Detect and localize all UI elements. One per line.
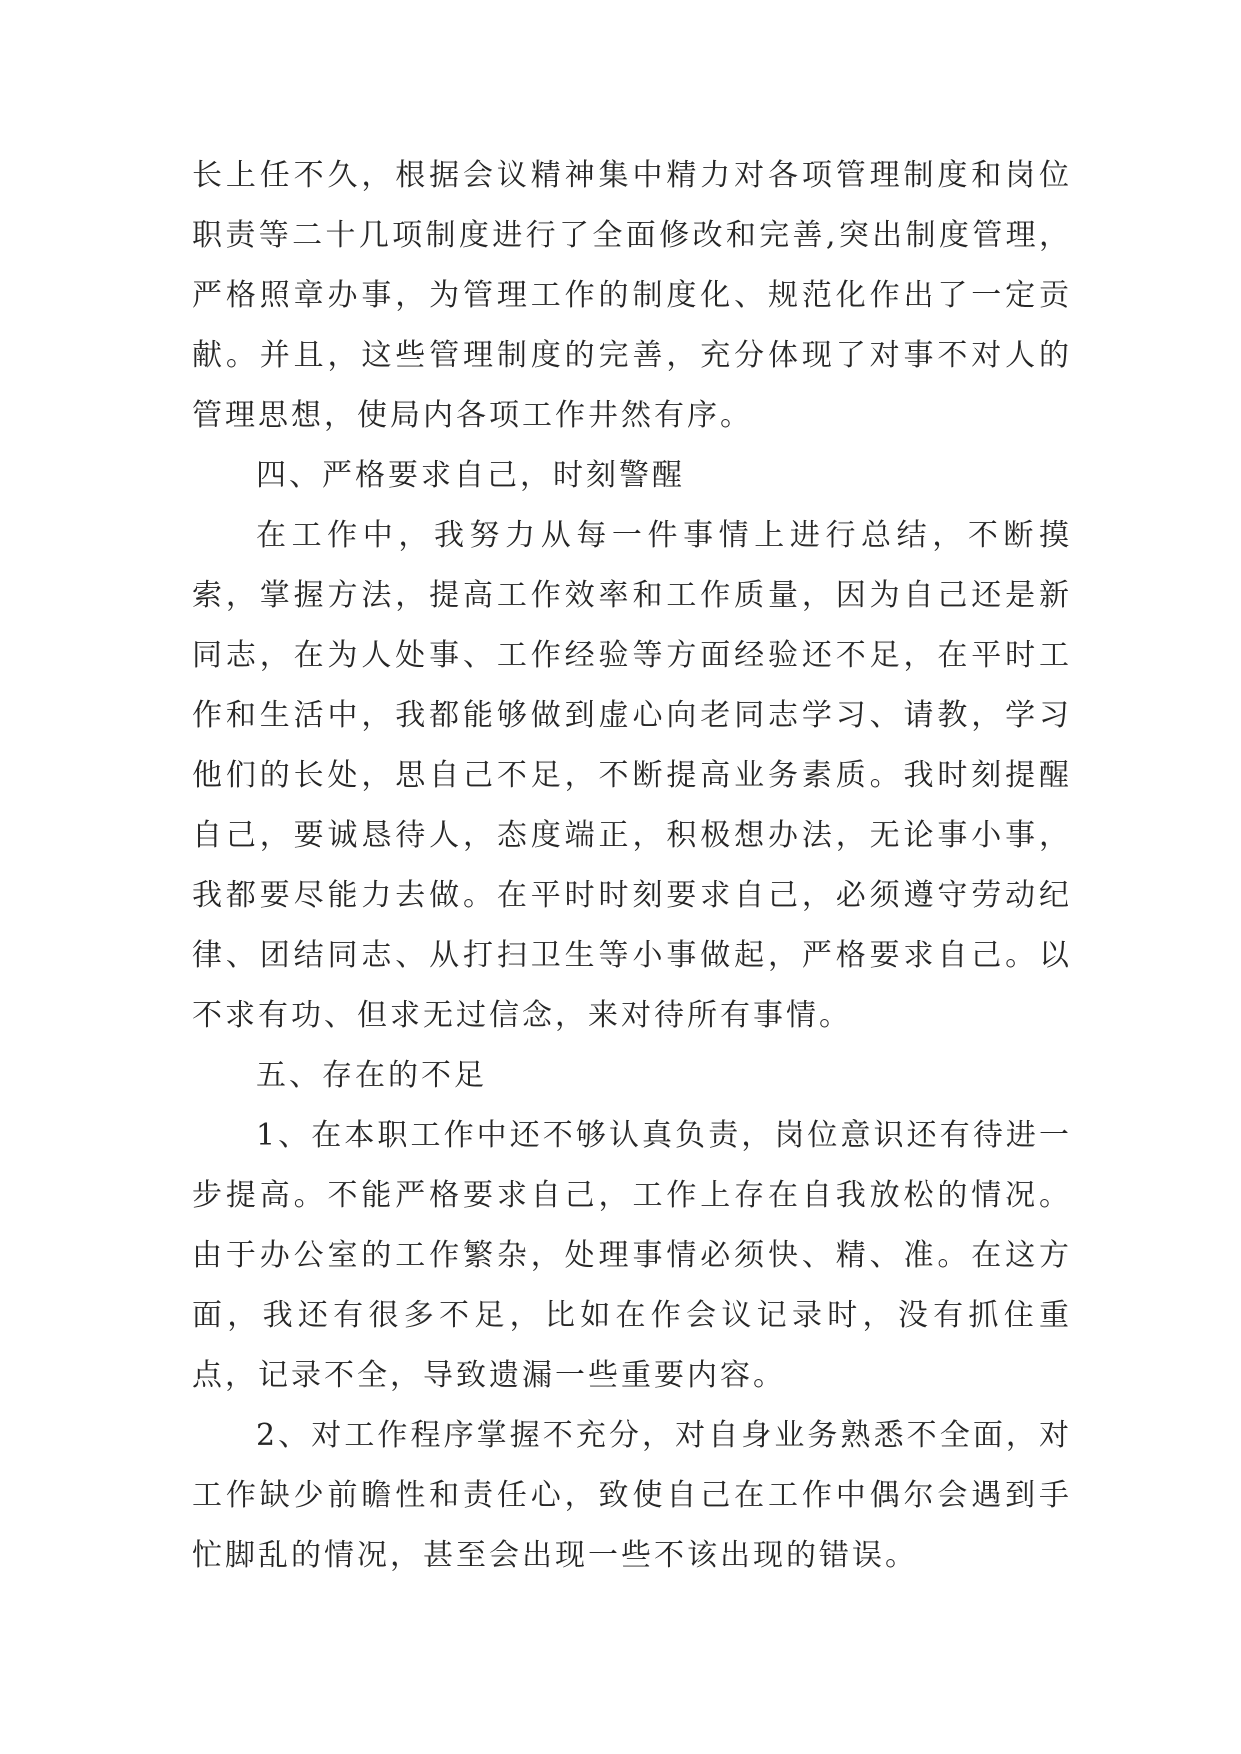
paragraph-continuation: 长上任不久，根据会议精神集中精力对各项管理制度和岗位职责等二十几项制度进行了全面修改和完善,突出制度管理，严格照章办事，为管理工作的制度化、规范化作出了一定贡献。并且，这些管理制度的完善，充分体现了对事不对人的管理思想，使局内各项工作井然有序。 (192, 158, 1072, 433)
paragraph-section-four-body: 在工作中，我努力从每一件事情上进行总结，不断摸索，掌握方法，提高工作效率和工作质量，因为自己还是新同志，在为人处事、工作经验等方面经验还不足，在平时工作和生活中，我都能够做到虚心向老同志学习、请教，学习他们的长处，思自己不足，不断提高业务素质。我时刻提醒自己，要诚恳待人，态度端正，积极想办法，无论事小事，我都要尽能力去做。在平时时刻要求自己，必须遵守劳动纪律、团结同志、从打扫卫生等小事做起，严格要求自己。以不求有功、但求无过信念，来对待所有事情。 (192, 518, 1072, 1033)
document-page (192, 146, 1072, 1586)
section-heading-four: 四、严格要求自己，时刻警醒 (256, 458, 685, 493)
paragraph-shortcoming-one: 1、在本职工作中还不够认真负责，岗位意识还有待进一步提高。不能严格要求自己，工作上存在自我放松的情况。由于办公室的工作繁杂，处理事情必须快、精、准。在这方面，我还有很多不足，比如在作会议记录时，没有抓住重点，记录不全，导致遗漏一些重要内容。 (192, 1118, 1072, 1393)
paragraph-shortcoming-two: 2、对工作程序掌握不充分，对自身业务熟悉不全面，对工作缺少前瞻性和责任心，致使自己在工作中偶尔会遇到手忙脚乱的情况，甚至会出现一些不该出现的错误。 (192, 1418, 1072, 1573)
section-heading-five: 五、存在的不足 (256, 1058, 487, 1093)
